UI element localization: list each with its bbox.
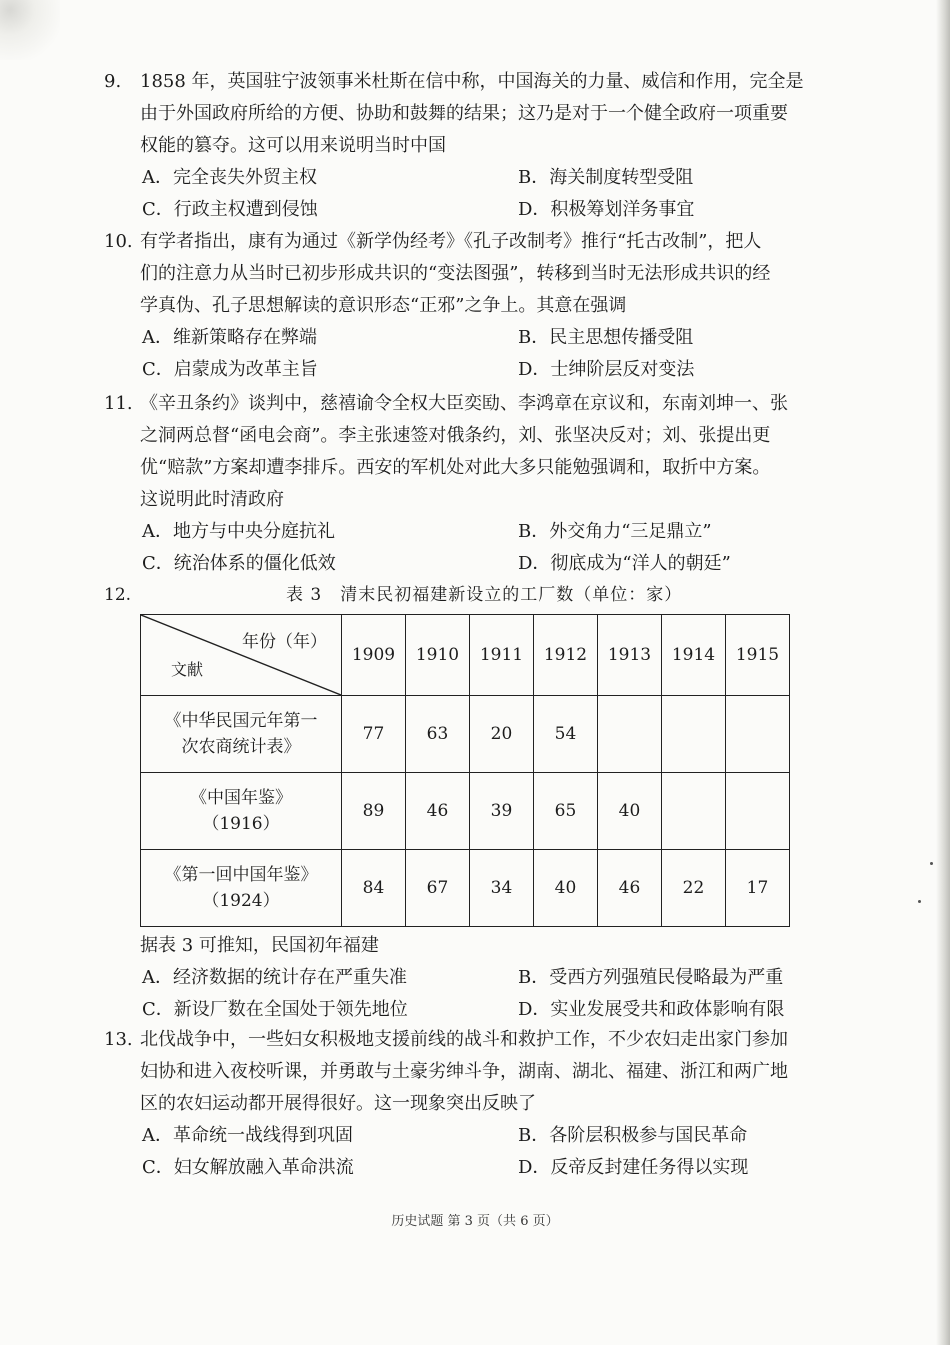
options bbox=[104, 162, 834, 226]
value-cell: 67 bbox=[406, 850, 470, 927]
question-9 bbox=[104, 66, 834, 226]
question-stem-line: 13. 北伐战争中，一些妇女积极地支援前线的战斗和救护工作，不少农妇走出家门参加 bbox=[104, 1024, 834, 1056]
question-stem-line: 区的农妇运动都开展得很好。这一现象突出反映了 bbox=[140, 1093, 536, 1114]
option-d[interactable]: D．彻底成为“洋人的朝廷” bbox=[518, 553, 731, 574]
header-year-label: 年份（年） bbox=[242, 632, 327, 652]
question-stem-line: 11. 《辛丑条约》谈判中，慈禧谕令全权大臣奕劻、李鸿章在京议和，东南刘坤一、张 bbox=[104, 388, 834, 420]
question-stem-line: 之洞两总督“函电会商”。李主张速签对俄条约，刘、张坚决反对；刘、张提出更 bbox=[140, 425, 771, 446]
value-cell: 77 bbox=[342, 696, 406, 773]
table-row bbox=[141, 773, 790, 850]
table-title: 表 3 清末民初福建新设立的工厂数（单位：家） bbox=[286, 585, 683, 605]
source-cell: 《第一回中国年鉴》 （1924） bbox=[141, 850, 342, 927]
option-c[interactable]: C．行政主权遭到侵蚀 bbox=[142, 199, 318, 220]
year-header-cell: 1914 bbox=[662, 615, 726, 696]
options bbox=[104, 962, 834, 1026]
value-cell: 22 bbox=[662, 850, 726, 927]
question-stem-line: 权能的篡夺。这可以用来说明当时中国 bbox=[140, 135, 446, 156]
option-c[interactable]: C．启蒙成为改革主旨 bbox=[142, 359, 318, 380]
question-11 bbox=[104, 388, 834, 580]
diagonal-line bbox=[141, 615, 341, 695]
value-cell bbox=[598, 696, 662, 773]
scan-speck bbox=[930, 862, 933, 865]
question-stem-line: 由于外国政府所给的方便、协助和鼓舞的结果；这乃是对于一个健全政府一项重要 bbox=[140, 103, 788, 124]
option-b[interactable]: B．受西方列强殖民侵略最为严重 bbox=[518, 967, 784, 988]
scan-speck bbox=[918, 900, 921, 903]
value-cell bbox=[726, 773, 790, 850]
value-cell: 84 bbox=[342, 850, 406, 927]
source-cell: 《中国年鉴》 （1916） bbox=[141, 773, 342, 850]
option-a[interactable]: A．维新策略存在弊端 bbox=[142, 327, 317, 348]
question-number: 11. bbox=[104, 393, 133, 414]
option-b[interactable]: B．民主思想传播受阻 bbox=[518, 327, 694, 348]
value-cell: 65 bbox=[534, 773, 598, 850]
value-cell: 17 bbox=[726, 850, 790, 927]
option-d[interactable]: D．积极筹划洋务事宜 bbox=[518, 199, 695, 220]
table-header-row bbox=[141, 615, 790, 696]
option-b[interactable]: B．外交角力“三足鼎立” bbox=[518, 521, 712, 542]
question-number: 10. bbox=[104, 231, 133, 252]
year-header-cell: 1911 bbox=[470, 615, 534, 696]
option-a[interactable]: A．革命统一战线得到巩固 bbox=[142, 1125, 353, 1146]
value-cell: 40 bbox=[598, 773, 662, 850]
value-cell: 39 bbox=[470, 773, 534, 850]
question-13 bbox=[104, 1024, 834, 1184]
option-c[interactable]: C．新设厂数在全国处于领先地位 bbox=[142, 999, 408, 1020]
year-header-cell: 1909 bbox=[342, 615, 406, 696]
option-b[interactable]: B．各阶层积极参与国民革命 bbox=[518, 1125, 748, 1146]
scan-edge bbox=[936, 0, 950, 1345]
value-cell: 40 bbox=[534, 850, 598, 927]
option-c[interactable]: C．统治体系的僵化低效 bbox=[142, 553, 336, 574]
value-cell: 46 bbox=[598, 850, 662, 927]
source-cell: 《中华民国元年第一 次农商统计表》 bbox=[141, 696, 342, 773]
option-d[interactable]: D．实业发展受共和政体影响有限 bbox=[518, 999, 785, 1020]
option-c[interactable]: C．妇女解放融入革命洪流 bbox=[142, 1157, 354, 1178]
question-stem-line: 这说明此时清政府 bbox=[140, 489, 284, 510]
year-header-cell: 1913 bbox=[598, 615, 662, 696]
question-stem-line: 们的注意力从当时已初步形成共识的“变法图强”，转移到当时无法形成共识的经 bbox=[140, 263, 771, 284]
question-number: 13. bbox=[104, 1029, 133, 1050]
table-row bbox=[141, 696, 790, 773]
year-header-cell: 1910 bbox=[406, 615, 470, 696]
value-cell: 89 bbox=[342, 773, 406, 850]
year-header-cell: 1912 bbox=[534, 615, 598, 696]
value-cell: 54 bbox=[534, 696, 598, 773]
question-stem-line: 9. 1858 年，英国驻宁波领事米杜斯在信中称，中国海关的力量、威信和作用，完全是 bbox=[104, 66, 834, 98]
option-a[interactable]: A．经济数据的统计存在严重失准 bbox=[142, 967, 407, 988]
year-header-cell: 1915 bbox=[726, 615, 790, 696]
question-number: 9. bbox=[104, 71, 122, 92]
options bbox=[104, 1120, 834, 1184]
option-a[interactable]: A．地方与中央分庭抗礼 bbox=[142, 521, 335, 542]
header-doc-label: 文献 bbox=[171, 660, 204, 679]
option-d[interactable]: D．反帝反封建任务得以实现 bbox=[518, 1157, 749, 1178]
option-a[interactable]: A．完全丧失外贸主权 bbox=[142, 167, 317, 188]
question-stem-line: 10. 有学者指出，康有为通过《新学伪经考》《孔子改制考》推行“托古改制”，把人 bbox=[104, 226, 834, 258]
table-row bbox=[141, 850, 790, 927]
value-cell bbox=[662, 773, 726, 850]
question-stem-line: 学真伪、孔子思想解读的意识形态“正邪”之争上。其意在强调 bbox=[140, 295, 627, 316]
value-cell: 46 bbox=[406, 773, 470, 850]
options bbox=[104, 322, 834, 386]
question-10 bbox=[104, 226, 834, 386]
question-stem-line: 优“赔款”方案却遭李排斥。西安的军机处对此大多只能勉强调和，取折中方案。 bbox=[140, 457, 771, 478]
option-d[interactable]: D．士绅阶层反对变法 bbox=[518, 359, 695, 380]
value-cell bbox=[726, 696, 790, 773]
question-12-body bbox=[104, 930, 834, 1026]
value-cell bbox=[662, 696, 726, 773]
question-number: 12. bbox=[104, 585, 132, 605]
question-stem-line: 据表 3 可推知，民国初年福建 bbox=[140, 935, 379, 956]
value-cell: 34 bbox=[470, 850, 534, 927]
option-b[interactable]: B．海关制度转型受阻 bbox=[518, 167, 694, 188]
diagonal-header-cell bbox=[141, 615, 342, 696]
value-cell: 20 bbox=[470, 696, 534, 773]
scan-shadow bbox=[0, 0, 60, 60]
page-footer: 历史试题 第 3 页（共 6 页） bbox=[391, 1214, 559, 1229]
value-cell: 63 bbox=[406, 696, 470, 773]
factory-table bbox=[140, 614, 790, 927]
question-stem-line: 妇协和进入夜校听课，并勇敢与土豪劣绅斗争，湖南、湖北、福建、浙江和两广地 bbox=[140, 1061, 788, 1082]
options bbox=[104, 516, 834, 580]
